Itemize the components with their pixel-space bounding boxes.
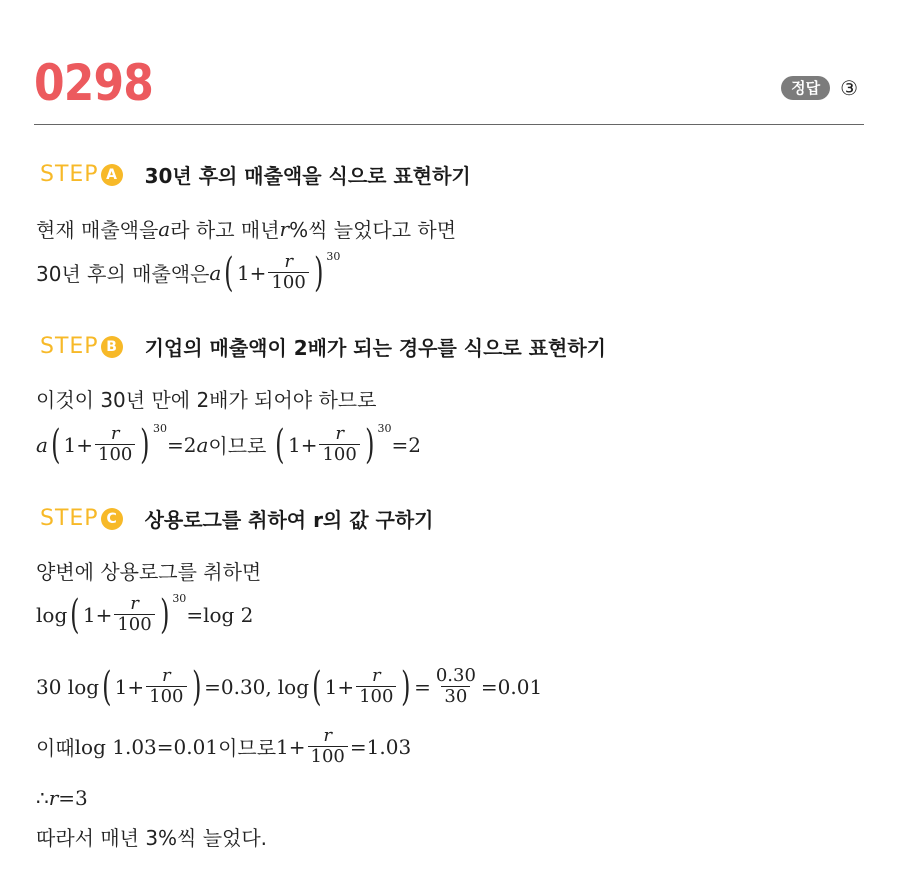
fraction-r-100 [95,424,135,465]
step-a-line-1 [36,214,456,243]
numerator: r [371,665,381,686]
var-r: r [48,786,59,810]
math-text: =log 2 [186,602,254,627]
math-text: log [36,602,68,627]
therefore-symbol: ∴ [36,786,49,810]
denominator: 100 [268,272,308,293]
left-paren: ( [312,663,322,710]
numerator: r [162,665,171,686]
right-paren: ) [191,663,201,710]
step-a-heading [40,160,471,189]
exponent: 30 [172,592,187,605]
math-text: 1+ [276,734,306,759]
text: %씩 늘었다고 하면 [289,218,457,242]
math-text: =2 [391,432,421,457]
numerator: r [323,725,332,746]
text: 라 하고 매년 [170,218,280,242]
numerator: r [335,423,344,444]
step-b-line-2 [36,421,421,468]
numerator: r [284,251,293,272]
step-b-badge: B [101,336,123,358]
denominator: 100 [114,614,154,635]
step-c-line-1 [36,556,261,585]
step-b-line-1 [36,384,376,413]
step-c-line-5 [36,786,88,810]
exponent: 30 [377,422,392,435]
math-text: 1+ [288,432,318,457]
text: 양변에 상용로그를 취하면 [36,560,262,584]
left-paren: ( [102,663,112,710]
var-a: a [209,260,222,285]
text: 이므로 [208,434,267,458]
right-paren: ) [401,663,411,710]
step-c-line-2 [36,591,254,638]
var-a: a [36,432,48,457]
fraction-030-30 [433,666,479,707]
step-label: STEP [40,334,99,359]
numerator: r [130,593,139,614]
math-text: 1+ [236,260,267,285]
step-c-badge: C [101,508,123,530]
denominator: 100 [308,746,348,767]
step-label: STEP [40,162,99,187]
text: 현재 매출액을 [36,218,159,242]
math-text: =2 [167,432,197,457]
step-c-line-3 [36,663,543,710]
denominator: 100 [146,686,186,707]
step-c-line-4 [36,726,411,767]
math-text: log [277,674,310,699]
fraction-r-100 [319,424,359,465]
answer-box [781,76,858,100]
left-paren: ( [70,591,80,638]
math-text: = [414,674,431,699]
fraction-r-100 [356,666,396,707]
math-text: =0.30, [204,674,272,699]
step-label: STEP [40,506,99,531]
fraction-r-100 [268,252,308,293]
right-paren: ) [159,591,170,638]
numerator: 0.30 [435,665,476,686]
right-paren: ) [313,249,324,296]
math-text: log 1.03=0.01 [74,734,219,759]
math-text: =3 [58,786,88,810]
right-paren: ) [364,421,375,468]
numerator: r [110,423,120,444]
fraction-r-100 [146,666,186,707]
left-paren: ( [275,421,285,468]
var-r: r [279,216,290,241]
step-a-badge: A [101,164,123,186]
step-c-line-6 [36,822,267,851]
denominator: 100 [356,686,396,707]
left-paren: ( [51,421,61,468]
right-paren: ) [140,421,150,468]
exponent: 30 [326,250,341,263]
denominator: 100 [95,444,135,465]
math-text: =0.01 [480,674,543,699]
text: 따라서 매년 3%씩 늘었다. [36,826,268,850]
left-paren: ( [224,249,234,296]
math-text: 30 log [36,674,100,699]
answer-value: ③ [840,76,858,100]
denominator: 100 [319,444,359,465]
header-divider [34,124,864,125]
fraction-r-100 [308,726,348,767]
text: 이것이 30년 만에 2배가 되어야 하므로 [36,388,377,412]
math-text: 1+ [324,674,355,699]
math-text: 1+ [63,432,94,457]
step-b-heading [40,332,606,361]
denominator: 30 [441,686,470,707]
math-text: 1+ [82,602,113,627]
step-a-title: 30년 후의 매출액을 식으로 표현하기 [144,164,471,188]
answer-label: 정답 [781,76,830,100]
step-c-heading [40,504,433,533]
text: 30년 후의 매출액은 [36,262,210,286]
text: 이므로 [218,736,277,760]
problem-number: 0298 [34,54,153,112]
step-c-title: 상용로그를 취하여 r의 값 구하기 [144,508,434,532]
var-a: a [158,216,171,241]
var-a: a [196,432,209,457]
math-text: =1.03 [349,734,412,759]
step-b-title: 기업의 매출액이 2배가 되는 경우를 식으로 표현하기 [144,336,606,360]
text: 이때 [36,736,75,760]
math-text: 1+ [114,674,145,699]
exponent: 30 [153,422,167,435]
step-a-line-2 [36,249,341,296]
fraction-r-100 [114,594,154,635]
